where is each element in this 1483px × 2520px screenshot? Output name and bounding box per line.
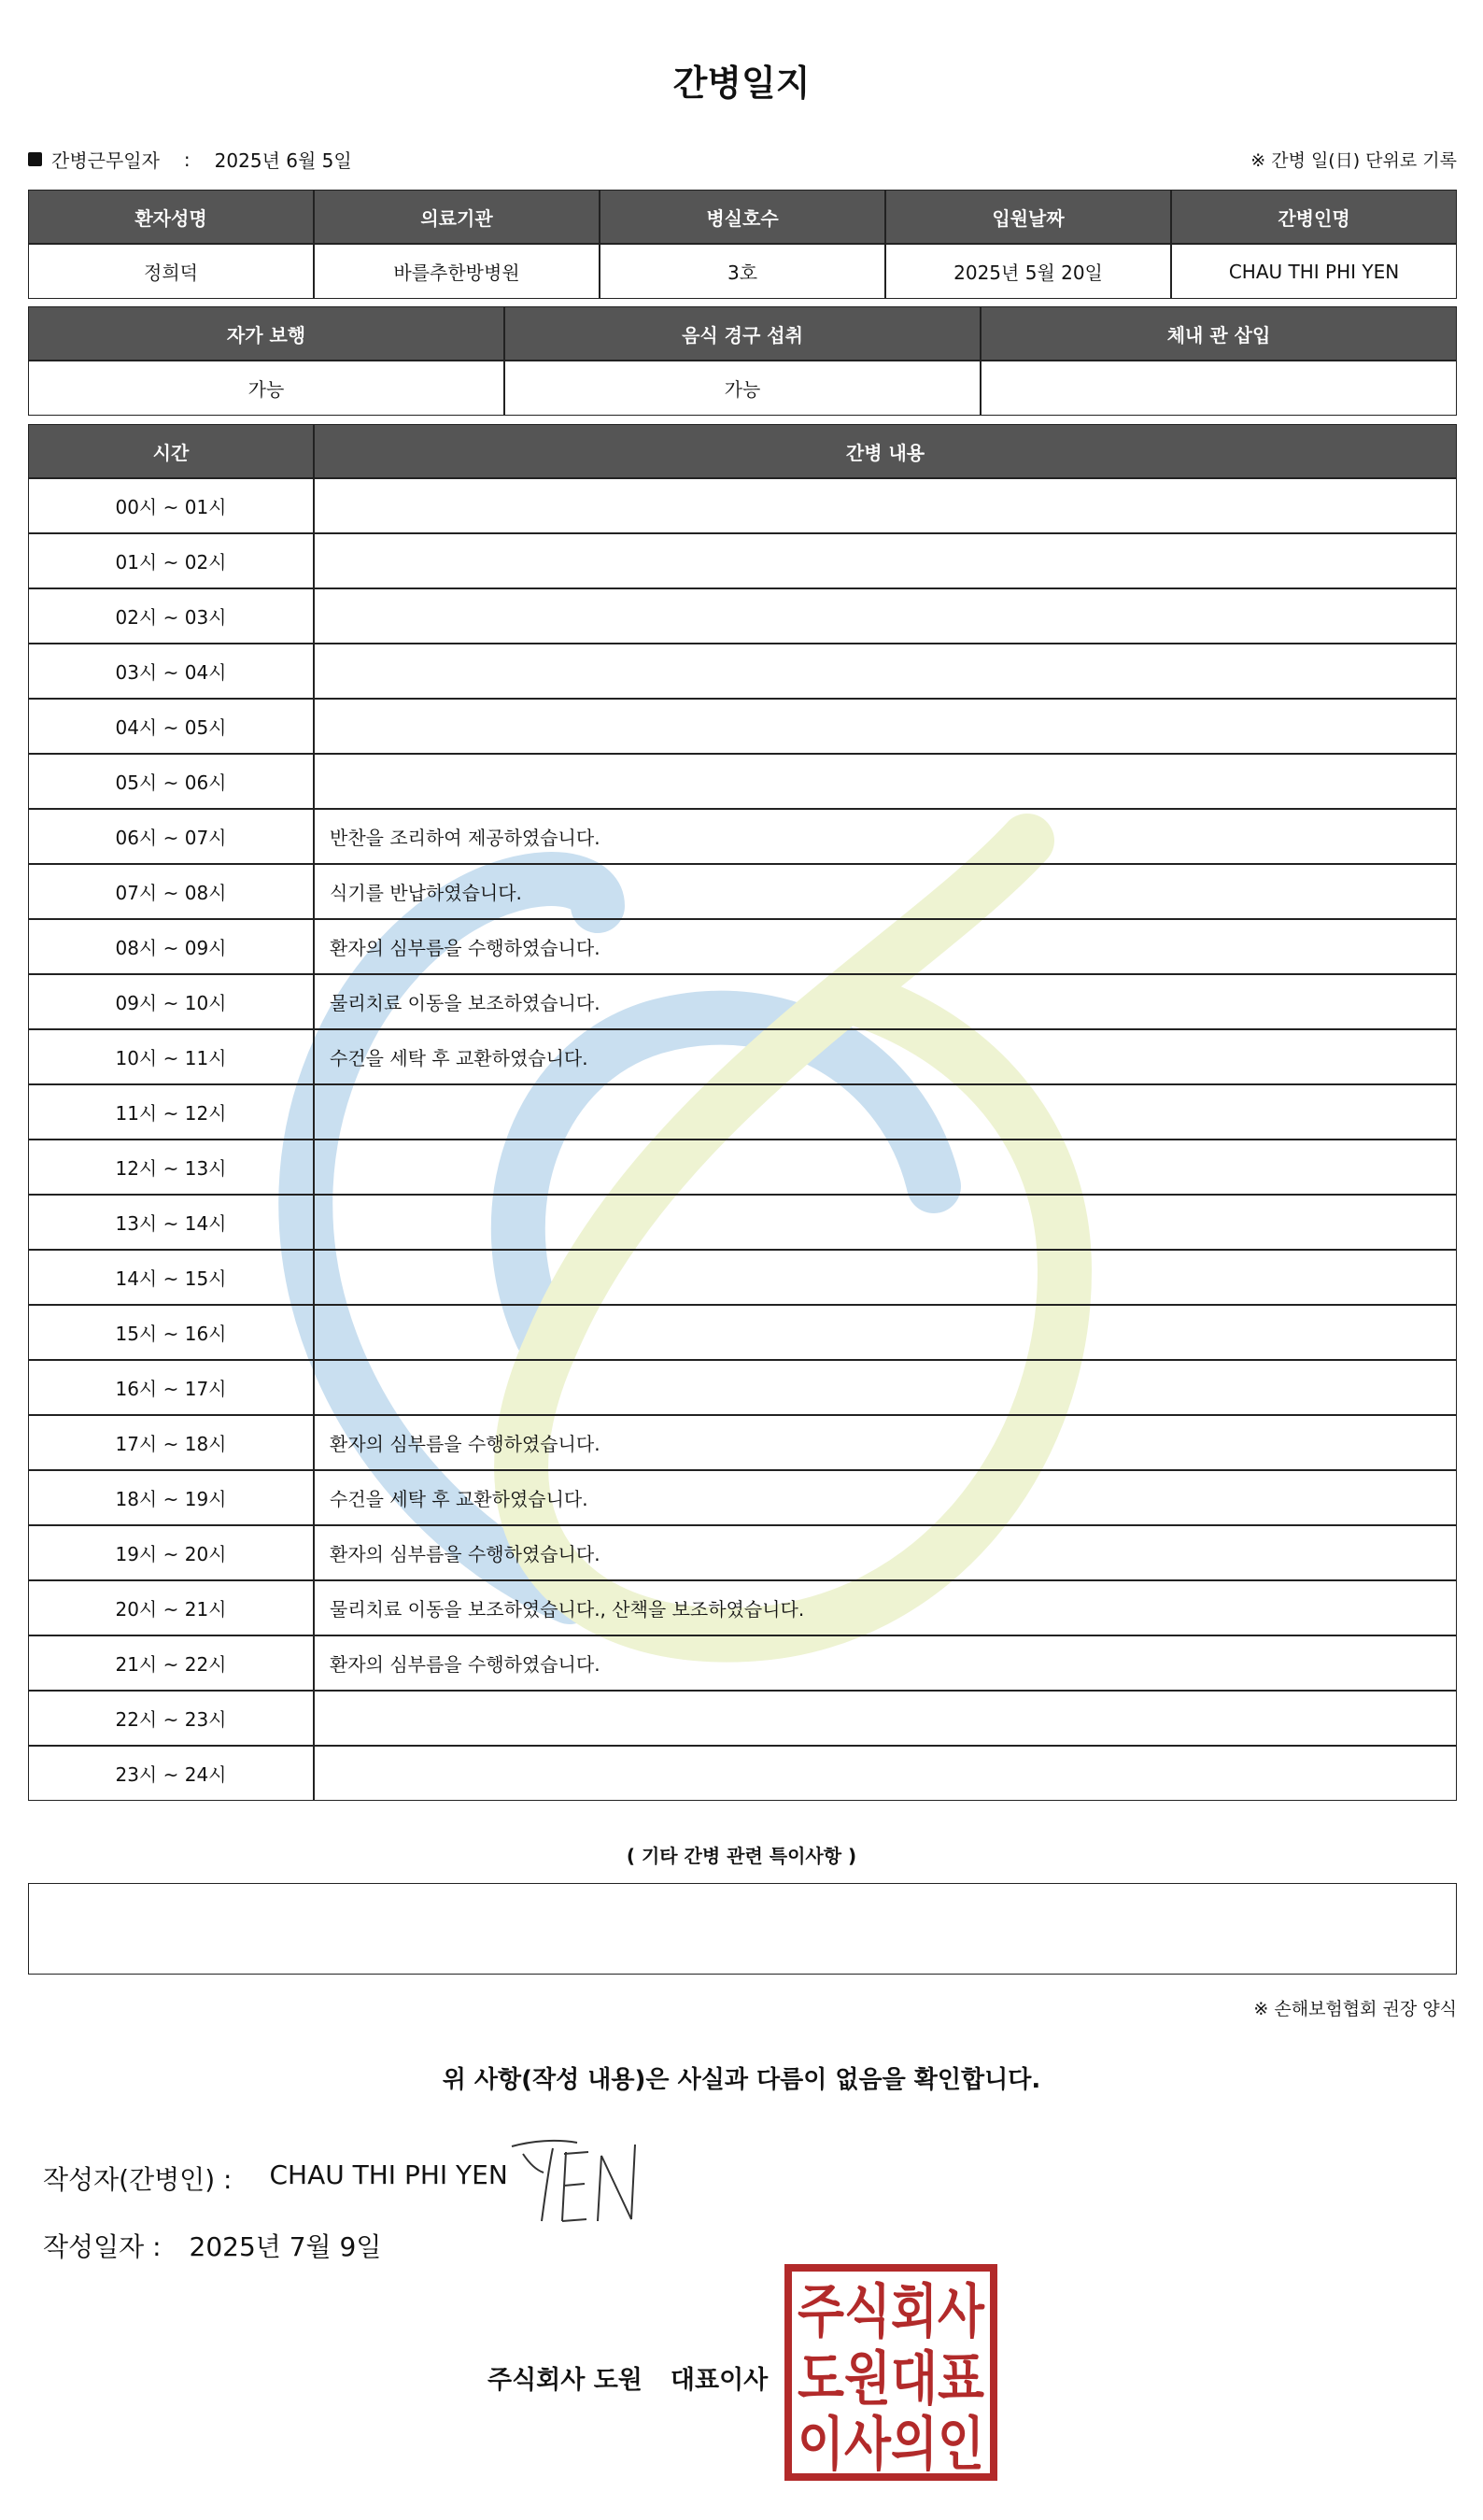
time-slot-cell: 06시 ~ 07시 xyxy=(28,809,314,864)
table-header-cell: 환자성명 xyxy=(28,190,314,244)
work-date-separator: : xyxy=(183,148,191,171)
care-content-cell: 반찬을 조리하여 제공하였습니다. xyxy=(314,809,1457,864)
table-header-cell: 간병인명 xyxy=(1171,190,1457,244)
confirmation-statement: 위 사항(작성 내용)은 사실과 다름이 없음을 확인합니다. xyxy=(442,2066,1041,2094)
writer-row xyxy=(43,2159,508,2197)
table-row xyxy=(28,588,1457,644)
care-content-cell xyxy=(314,1360,1457,1415)
time-slot-cell: 05시 ~ 06시 xyxy=(28,754,314,809)
time-slot-cell: 01시 ~ 02시 xyxy=(28,533,314,588)
time-slot-cell: 08시 ~ 09시 xyxy=(28,919,314,974)
time-slot-cell: 21시 ~ 22시 xyxy=(28,1635,314,1691)
daily-record-note: ※ 간병 일(日) 단위로 기록 xyxy=(1250,150,1457,171)
table-header-cell: 병실호수 xyxy=(600,190,885,244)
care-content-cell xyxy=(314,1084,1457,1140)
table-row xyxy=(28,864,1457,919)
table-row xyxy=(28,1635,1457,1691)
table-row xyxy=(28,533,1457,588)
time-slot-cell: 22시 ~ 23시 xyxy=(28,1691,314,1746)
oral-intake-cell: 가능 xyxy=(504,361,981,416)
care-content-cell: 물리치료 이동을 보조하였습니다. xyxy=(314,974,1457,1029)
patient-info-table xyxy=(28,190,1457,299)
table-header-row xyxy=(28,190,1457,244)
table-row xyxy=(28,1470,1457,1525)
care-content-cell xyxy=(314,1746,1457,1801)
care-content-cell: 환자의 심부름을 수행하였습니다. xyxy=(314,919,1457,974)
writer-label: 작성자(간병인) : xyxy=(43,2164,233,2195)
care-content-cell xyxy=(314,1195,1457,1250)
care-content-cell: 수건을 세탁 후 교환하였습니다. xyxy=(314,1029,1457,1084)
table-row xyxy=(28,974,1457,1029)
special-notes-box xyxy=(28,1883,1457,1975)
caregiver-name-cell: CHAU THI PHI YEN xyxy=(1171,244,1457,299)
table-row xyxy=(28,809,1457,864)
table-row xyxy=(28,1580,1457,1635)
patient-status-table xyxy=(28,306,1457,416)
svg-text:이사의인: 이사의인 xyxy=(798,2410,984,2478)
room-number-cell: 3호 xyxy=(600,244,885,299)
table-row xyxy=(28,1140,1457,1195)
time-slot-cell: 23시 ~ 24시 xyxy=(28,1746,314,1801)
table-header-cell: 체내 관 삽입 xyxy=(981,306,1457,361)
patient-name-cell: 정희덕 xyxy=(28,244,314,299)
table-header-cell: 시간 xyxy=(28,424,314,478)
care-content-cell xyxy=(314,1140,1457,1195)
table-header-cell: 입원날짜 xyxy=(885,190,1171,244)
care-content-cell: 물리치료 이동을 보조하였습니다., 산책을 보조하였습니다. xyxy=(314,1580,1457,1635)
table-row xyxy=(28,1360,1457,1415)
care-content-cell: 환자의 심부름을 수행하였습니다. xyxy=(314,1525,1457,1580)
table-row xyxy=(28,699,1457,754)
time-slot-cell: 16시 ~ 17시 xyxy=(28,1360,314,1415)
special-notes-label: ( 기타 간병 관련 특이사항 ) xyxy=(626,1845,857,1867)
time-slot-cell: 11시 ~ 12시 xyxy=(28,1084,314,1140)
table-row xyxy=(28,1250,1457,1305)
table-row xyxy=(28,1029,1457,1084)
table-row xyxy=(28,1691,1457,1746)
table-row xyxy=(28,754,1457,809)
company-name: 주식회사 도원 xyxy=(487,2366,643,2395)
time-slot-cell: 18시 ~ 19시 xyxy=(28,1470,314,1525)
table-row xyxy=(28,361,1457,416)
time-slot-cell: 14시 ~ 15시 xyxy=(28,1250,314,1305)
time-slot-cell: 00시 ~ 01시 xyxy=(28,478,314,533)
svg-text:도원대표: 도원대표 xyxy=(798,2344,985,2413)
written-date-row xyxy=(43,2227,381,2264)
care-content-cell xyxy=(314,1691,1457,1746)
table-row xyxy=(28,1305,1457,1360)
table-row xyxy=(28,1525,1457,1580)
table-header-cell: 자가 보행 xyxy=(28,306,504,361)
care-content-cell xyxy=(314,644,1457,699)
bullet-square-icon xyxy=(28,152,42,166)
company-seal-icon xyxy=(784,2264,997,2481)
work-date-label: 간병근무일자 xyxy=(51,149,160,172)
time-slot-cell: 12시 ~ 13시 xyxy=(28,1140,314,1195)
care-content-cell xyxy=(314,478,1457,533)
time-slot-cell: 02시 ~ 03시 xyxy=(28,588,314,644)
time-slot-cell: 07시 ~ 08시 xyxy=(28,864,314,919)
time-slot-cell: 03시 ~ 04시 xyxy=(28,644,314,699)
table-row xyxy=(28,1746,1457,1801)
company-row xyxy=(487,2359,768,2396)
ceo-title: 대표이사 xyxy=(670,2366,769,2395)
care-content-cell xyxy=(314,588,1457,644)
work-date-value: 2025년 6월 5일 xyxy=(214,149,352,172)
table-row xyxy=(28,244,1457,299)
table-row xyxy=(28,919,1457,974)
written-date-value: 2025년 7월 9일 xyxy=(189,2231,382,2262)
tube-insertion-cell xyxy=(981,361,1457,416)
time-slot-cell: 13시 ~ 14시 xyxy=(28,1195,314,1250)
walking-status-cell: 가능 xyxy=(28,361,504,416)
care-content-cell: 식기를 반납하였습니다. xyxy=(314,864,1457,919)
hospital-cell: 바를추한방병원 xyxy=(314,244,600,299)
time-slot-cell: 15시 ~ 16시 xyxy=(28,1305,314,1360)
care-content-cell: 환자의 심부름을 수행하였습니다. xyxy=(314,1415,1457,1470)
care-content-cell: 환자의 심부름을 수행하였습니다. xyxy=(314,1635,1457,1691)
table-row xyxy=(28,478,1457,533)
time-slot-cell: 10시 ~ 11시 xyxy=(28,1029,314,1084)
table-header-cell: 음식 경구 섭취 xyxy=(504,306,981,361)
care-content-cell xyxy=(314,1250,1457,1305)
table-row xyxy=(28,644,1457,699)
table-row xyxy=(28,1084,1457,1140)
table-row xyxy=(28,1415,1457,1470)
table-header-row xyxy=(28,424,1457,478)
svg-text:주식회사: 주식회사 xyxy=(798,2277,985,2345)
signature-image xyxy=(504,2128,654,2230)
admission-date-cell: 2025년 5월 20일 xyxy=(885,244,1171,299)
care-content-cell xyxy=(314,754,1457,809)
table-header-cell: 간병 내용 xyxy=(314,424,1457,478)
care-content-cell: 수건을 세탁 후 교환하였습니다. xyxy=(314,1470,1457,1525)
work-date-row xyxy=(28,146,352,173)
form-source-note: ※ 손해보험협회 권장 양식 xyxy=(1253,1999,1457,2019)
care-content-cell xyxy=(314,533,1457,588)
time-slot-cell: 09시 ~ 10시 xyxy=(28,974,314,1029)
care-log-table xyxy=(28,424,1457,1801)
written-date-label: 작성일자 : xyxy=(43,2231,162,2262)
care-content-cell xyxy=(314,1305,1457,1360)
time-slot-cell: 20시 ~ 21시 xyxy=(28,1580,314,1635)
time-slot-cell: 17시 ~ 18시 xyxy=(28,1415,314,1470)
writer-name: CHAU THI PHI YEN xyxy=(269,2159,508,2190)
care-content-cell xyxy=(314,699,1457,754)
table-header-cell: 의료기관 xyxy=(314,190,600,244)
table-header-row xyxy=(28,306,1457,361)
time-slot-cell: 19시 ~ 20시 xyxy=(28,1525,314,1580)
table-row xyxy=(28,1195,1457,1250)
time-slot-cell: 04시 ~ 05시 xyxy=(28,699,314,754)
document-title: 간병일지 xyxy=(672,63,811,104)
